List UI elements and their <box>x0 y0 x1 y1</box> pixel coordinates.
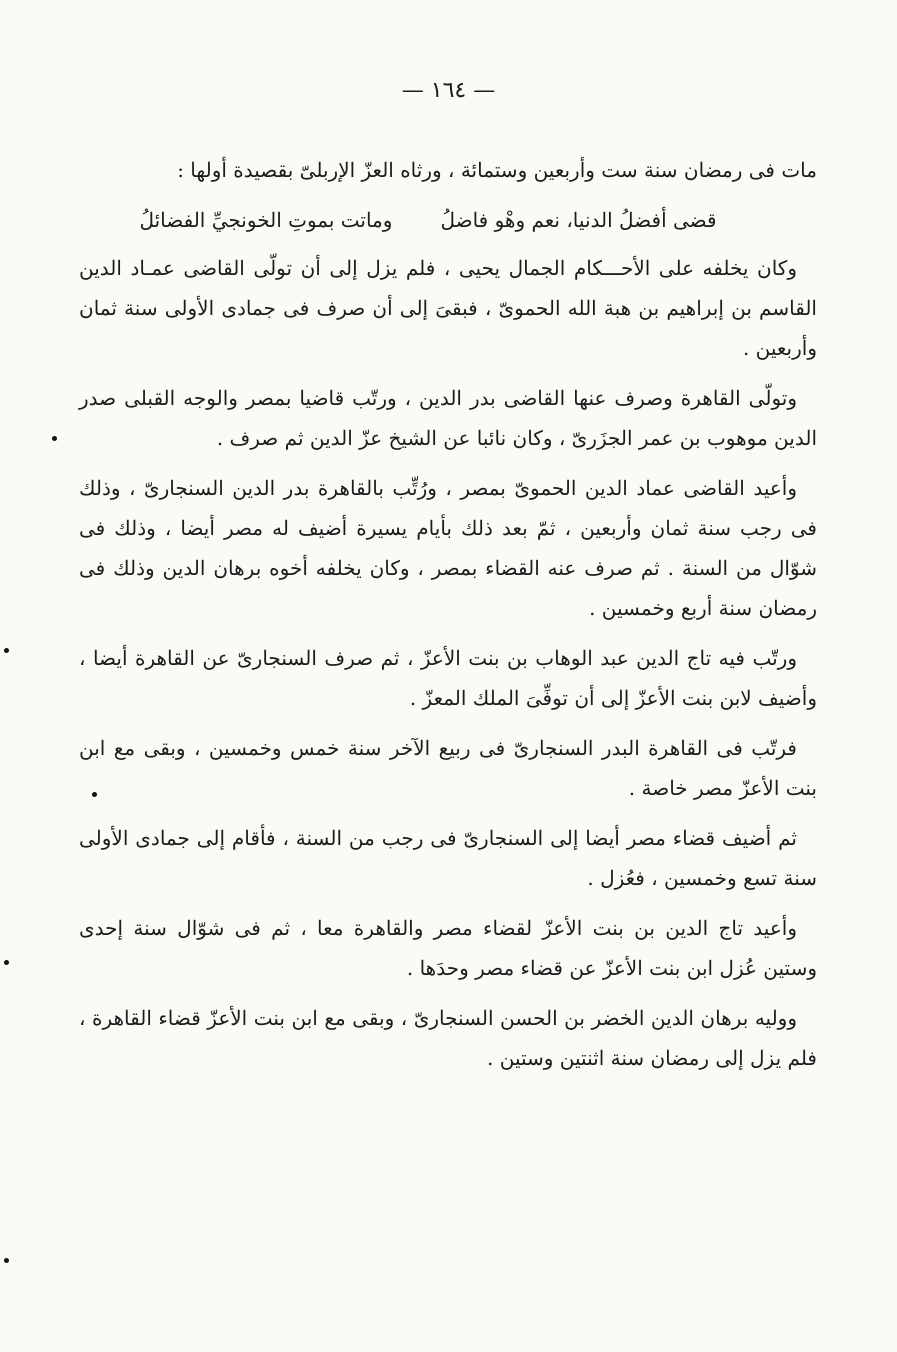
scan-speck <box>92 792 97 797</box>
scan-speck <box>52 436 57 441</box>
paragraph: ورتّب فيه تاج الدين عبد الوهاب بن بنت الأعزّ ، ثم صرف السنجارىّ عن القاهرة أيضا ، وأضيف لابن بنت الأعزّ إلى أن توفِّىَ الملك المعزّ . <box>79 646 817 710</box>
paragraph: وكان يخلفه على الأحـــكام الجمال يحيى ، فلم يزل إلى أن تولّى القاضى عمـاد الدين القاسم بن إبراهيم بن هبة الله الحموىّ ، فبقىَ إلى أن صرف فى جمادى الأولى سنة ثمان وأربعين . <box>79 256 817 360</box>
paragraph: ووليه برهان الدين الخضر بن الحسن السنجارىّ ، وبقى مع ابن بنت الأعزّ قضاء القاهرة ، فلم يزل إلى رمضان سنة اثنتين وستين . <box>79 1006 817 1070</box>
scan-speck <box>4 648 9 653</box>
body-text <box>79 150 817 1088</box>
paragraph: فرتّب فى القاهرة البدر السنجارىّ فى ربيع الآخر سنة خمس وخمسين ، وبقى مع ابن بنت الأعزّ مصر خاصة . <box>79 736 817 800</box>
paragraph: وتولّى القاهرة وصرف عنها القاضى بدر الدين ، ورتّب قاضيا بمصر والوجه القبلى صدر الدين موهوب بن عمر الجزَرىّ ، وكان نائبا عن الشيخ عزّ الدين ثم صرف . <box>79 386 817 450</box>
verse-line <box>79 200 817 240</box>
paragraph: ثم أضيف قضاء مصر أيضا إلى السنجارىّ فى رجب من السنة ، فأقام إلى جمادى الأولى سنة تسع وخمسين ، فعُزل . <box>79 826 817 890</box>
scan-speck <box>4 960 9 965</box>
verse-second-hemistich: وماتت بموتِ الخونجيِّ الفضائلُ <box>139 208 393 232</box>
page-number: — ١٦٤ — <box>401 78 496 103</box>
paragraph: وأعيد القاضى عماد الدين الحموىّ بمصر ، ورُتِّب بالقاهرة بدر الدين السنجارىّ ، وذلك فى رجب سنة ثمان وأربعين ، ثمّ بعد ذلك بأيام يسيرة أضيف له مصر أيضا ، وذلك فى شوّال من السنة . ثم صرف عنه القضاء بمصر ، وكان يخلفه أخوه برهان الدين وذلك فى رمضان سنة أربع وخمسين . <box>79 476 817 620</box>
paragraph: مات فى رمضان سنة ست وأربعين وستمائة ، ورثاه العزّ الإربلىّ بقصيدة أولها : <box>177 158 817 182</box>
paragraph: وأعيد تاج الدين بن بنت الأعزّ لقضاء مصر والقاهرة معا ، ثم فى شوّال سنة إحدى وستين عُزل ابن بنت الأعزّ عن قضاء مصر وحدَها . <box>79 916 817 980</box>
verse-first-hemistich: قضى أفضلُ الدنيا، نعم وهْو فاضلُ <box>440 208 717 232</box>
scan-speck <box>4 1258 9 1263</box>
